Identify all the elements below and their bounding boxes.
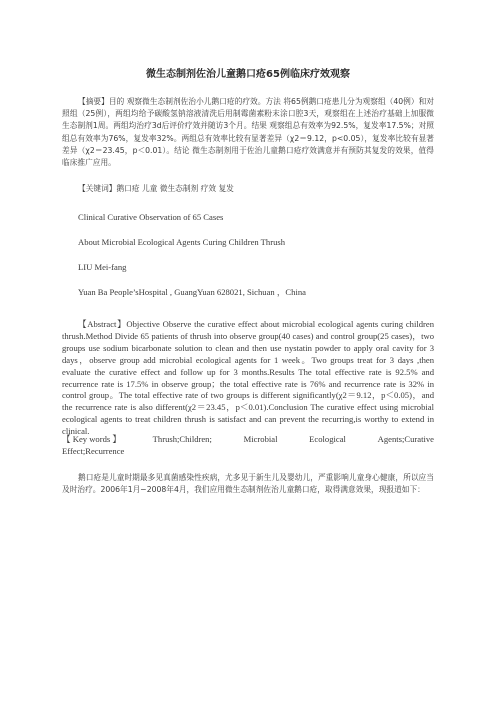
paper-title: 微生态制剂佐治儿童鹅口疮65例临床疗效观察: [146, 69, 350, 80]
english-title: Clinical Curative Observation of 65 Cases: [78, 212, 224, 222]
english-abstract: 【Abstract】Objective Observe the curative effect about microbial ecological agents curing children thrush.Method Divide 65 patients of thrush into observe group(40 cases) and control group(25 cases)，two groups use sodium bicarbonate solution to clean and then use nystatin powder to apply oral cavity for 3 days，observe group add microbial ecological agents for 1 week。Two groups treat for 3 days ,then evaluate the curative effect and follow up for 3 months.Results The total effective rate is 92.5% and recurrence rate is 17.5% in observe group；the total effective rate is 76% and recurrence rate is 32% in control group。The total effective rate of two groups is different significantly(χ2＝9.12，p＜0.05)，and the recurrence rate is also different(χ2＝23.45，p＜0.01).Conclusion The curative effect using microbial ecological agents to treat children thrush is satisfact and can prevent the recurring,is worthy to extend in clinical.: [62, 319, 434, 437]
english-keywords-line-2: Effect;Recurrence: [62, 445, 125, 456]
introduction-paragraph: 鹅口疮是儿童时期最多见真菌感染性疾病，尤多见于新生儿及婴幼儿，严重影响儿童身心健康，所以应当及时治疗。2006年1月−2008年4月，我们应用微生态制剂佐治儿童鹅口疮，取得满意效果，现报道如下：: [62, 473, 434, 495]
author-affiliation: Yuan Ba People’sHospital , GuangYuan 628021, Sichuan ，China: [78, 287, 306, 297]
chinese-abstract: 【摘要】目的 观察微生态制剂佐治小儿鹅口疮的疗效。方法 将65例鹅口疮患儿分为观察组（40例）和对照组（25例），两组均给予碳酸氢钠溶液清洗后用制霉菌素粉末涂口腔3天，观察组在上述治疗基础上加服微生态制剂1周。两组均治疗3d后评价疗效并随访3个月。结果 观察组总有效率为92.5%，复发率17.5%；对照组总有效率为76%，复发率32%。两组总有效率比较有显著差异（χ2＝9.12，p<0.05），复发率比较有显著差异（χ2＝23.45，p＜0.01）。结论 微生态制剂用于佐治儿童鹅口疮疗效满意并有预防其复发的效果，值得临床推广应用。: [62, 97, 434, 168]
english-keyword: Ecological: [309, 434, 346, 444]
english-keyword: Microbial: [243, 434, 278, 444]
english-keywords-line-1: [62, 434, 434, 446]
english-subtitle: About Microbial Ecological Agents Curing Children Thrush: [78, 237, 286, 247]
english-keyword: Thrush;Children;: [152, 434, 212, 444]
english-keywords-label: 【 Key words 】: [62, 434, 121, 444]
author-name: LIU Mei-fang: [78, 262, 127, 272]
english-keyword: Agents;Curative: [377, 434, 434, 444]
english-keywords: [62, 434, 434, 458]
chinese-keywords: 【关键词】鹅口疮 儿童 微生态制剂 疗效 复发: [78, 184, 234, 193]
